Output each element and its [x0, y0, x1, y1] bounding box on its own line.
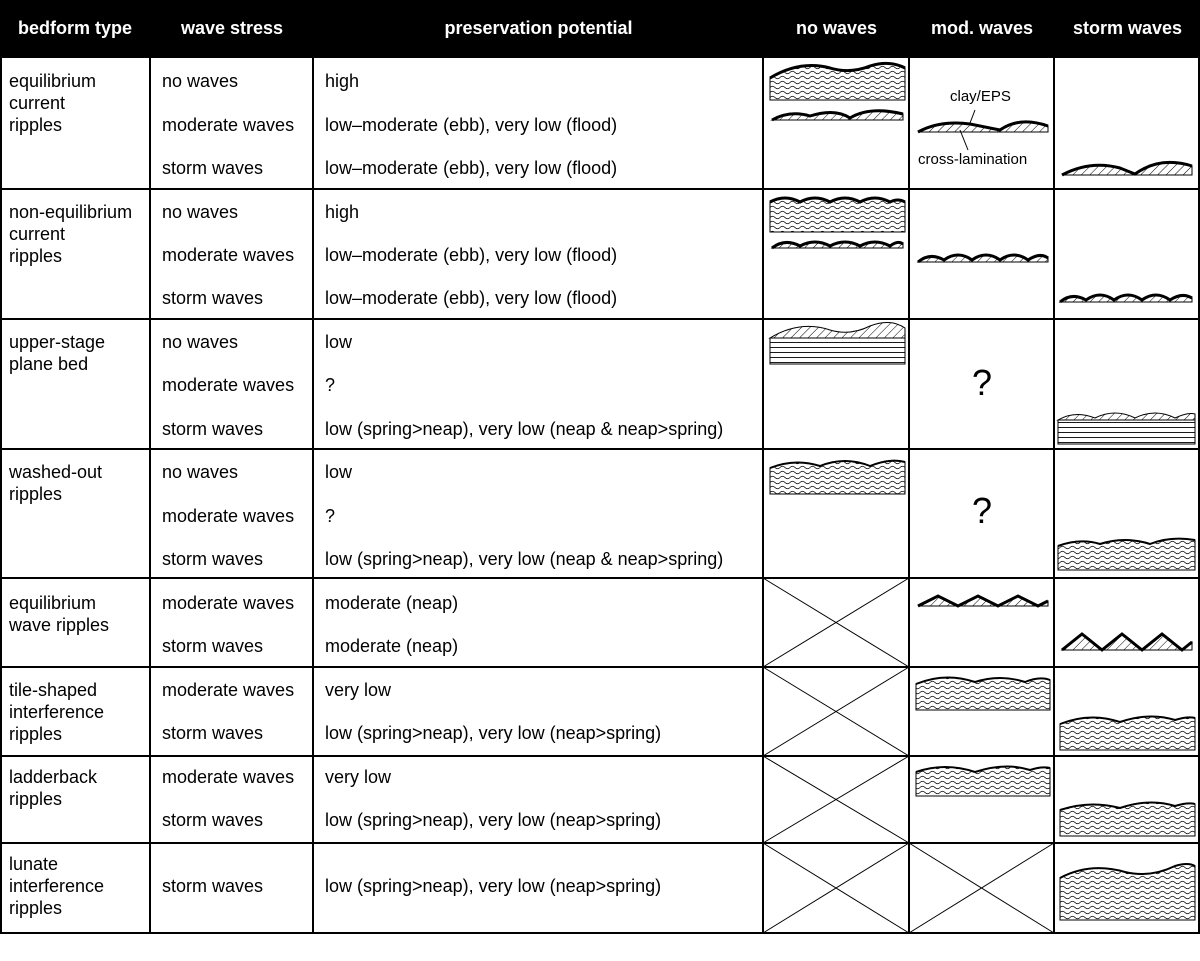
row-4-potential-3: low (spring>neap), very low (neap & neap>spring)	[325, 549, 724, 569]
row-3-potential-1: low	[325, 332, 353, 352]
row-5-bedform-type: equilibrium wave ripples	[9, 593, 110, 635]
row-6-potential-1: very low	[325, 680, 392, 700]
sketch-noneq-current-storm	[1060, 295, 1192, 302]
sketch-noneq-current-modwaves	[918, 255, 1048, 262]
row-3-stress-1: no waves	[162, 332, 239, 352]
row-7-stress-1: moderate waves	[162, 767, 295, 787]
sketch-lunate-storm	[1060, 864, 1195, 920]
row-3-bedform-type: upper-stage plane bed	[9, 332, 106, 374]
sketch-tile-shaped-storm	[1060, 716, 1195, 750]
row-5-stress-1: moderate waves	[162, 593, 295, 613]
row-1-potential-2: low–moderate (ebb), very low (flood)	[325, 115, 618, 135]
row-5-potential-2: moderate (neap)	[325, 636, 459, 656]
row-7-potential-1: very low	[325, 767, 392, 787]
row-2-potential-2: low–moderate (ebb), very low (flood)	[325, 245, 618, 265]
unknown-mark: ?	[971, 362, 993, 403]
row-2-potential-1: high	[325, 202, 360, 222]
row-1-bedform-type: equilibrium current ripples	[9, 71, 97, 135]
header-preservation-potential: preservation potential	[314, 0, 763, 57]
header-wave-stress: wave stress	[151, 0, 313, 57]
sketch-plane-bed-storm	[1058, 413, 1195, 444]
sketch-ladderback-storm	[1060, 802, 1195, 836]
row-2-bedform-type: non-equilibrium current ripples	[9, 202, 133, 266]
row-1-stress-2: moderate waves	[162, 115, 295, 135]
sketch-washed-out-storm	[1058, 539, 1195, 570]
row-5-potential-1: moderate (neap)	[325, 593, 459, 613]
annotation-clay-eps: clay/EPS	[950, 88, 1011, 105]
row-2-stress-1: no waves	[162, 202, 239, 222]
row-4-stress-1: no waves	[162, 462, 239, 482]
row-6-potential-2: low (spring>neap), very low (neap>spring)	[325, 723, 662, 743]
sketch-wave-ripples-modwaves	[918, 596, 1048, 606]
row-4-potential-1: low	[325, 462, 353, 482]
row-6-stress-2: storm waves	[162, 723, 264, 743]
sketch-eq-current-modwaves	[918, 110, 1048, 150]
row-8-stress-1: storm waves	[162, 876, 264, 896]
row-3-potential-2: ?	[325, 375, 336, 395]
row-3-potential-3: low (spring>neap), very low (neap & neap>spring)	[325, 419, 724, 439]
row-4-bedform-type: washed-out ripples	[9, 462, 103, 504]
row-7-potential-2: low (spring>neap), very low (neap>spring)	[325, 810, 662, 830]
row-3-stress-3: storm waves	[162, 419, 264, 439]
row-4-stress-2: moderate waves	[162, 506, 295, 526]
sketch-wave-ripples-storm	[1062, 634, 1192, 650]
row-6-bedform-type: tile-shaped interference ripples	[9, 680, 105, 744]
row-1-potential-3: low–moderate (ebb), very low (flood)	[325, 158, 618, 178]
sketch-ladderback-modwaves	[916, 766, 1050, 796]
row-1-stress-3: storm waves	[162, 158, 264, 178]
header-bedform-type: bedform type	[0, 0, 150, 57]
row-4-potential-2: ?	[325, 506, 336, 526]
sketch-tile-shaped-modwaves	[916, 677, 1050, 710]
row-2-potential-3: low–moderate (ebb), very low (flood)	[325, 288, 618, 308]
header-no-waves: no waves	[764, 0, 909, 57]
annotation-cross-lamination: cross-lamination	[918, 151, 1028, 168]
header-mod-waves: mod. waves	[910, 0, 1054, 57]
sketch-noneq-current-nowaves	[770, 198, 905, 248]
sketch-eq-current-storm	[1062, 162, 1192, 175]
header-storm-waves: storm waves	[1055, 0, 1200, 57]
row-6-stress-1: moderate waves	[162, 680, 295, 700]
sketch-eq-current-nowaves	[770, 63, 905, 120]
row-5-stress-2: storm waves	[162, 636, 264, 656]
row-7-bedform-type: ladderback ripples	[9, 767, 98, 809]
row-1-stress-1: no waves	[162, 71, 239, 91]
row-3-stress-2: moderate waves	[162, 375, 295, 395]
row-2-stress-2: moderate waves	[162, 245, 295, 265]
row-1-potential-1: high	[325, 71, 360, 91]
row-4-stress-3: storm waves	[162, 549, 264, 569]
row-8-bedform-type: lunate interference ripples	[9, 854, 105, 918]
row-8-potential-1: low (spring>neap), very low (neap>spring)	[325, 876, 662, 896]
unknown-mark: ?	[971, 490, 993, 531]
sketch-plane-bed-nowaves	[770, 322, 905, 364]
row-7-stress-2: storm waves	[162, 810, 264, 830]
row-2-stress-3: storm waves	[162, 288, 264, 308]
sketch-washed-out-nowaves	[770, 461, 905, 494]
